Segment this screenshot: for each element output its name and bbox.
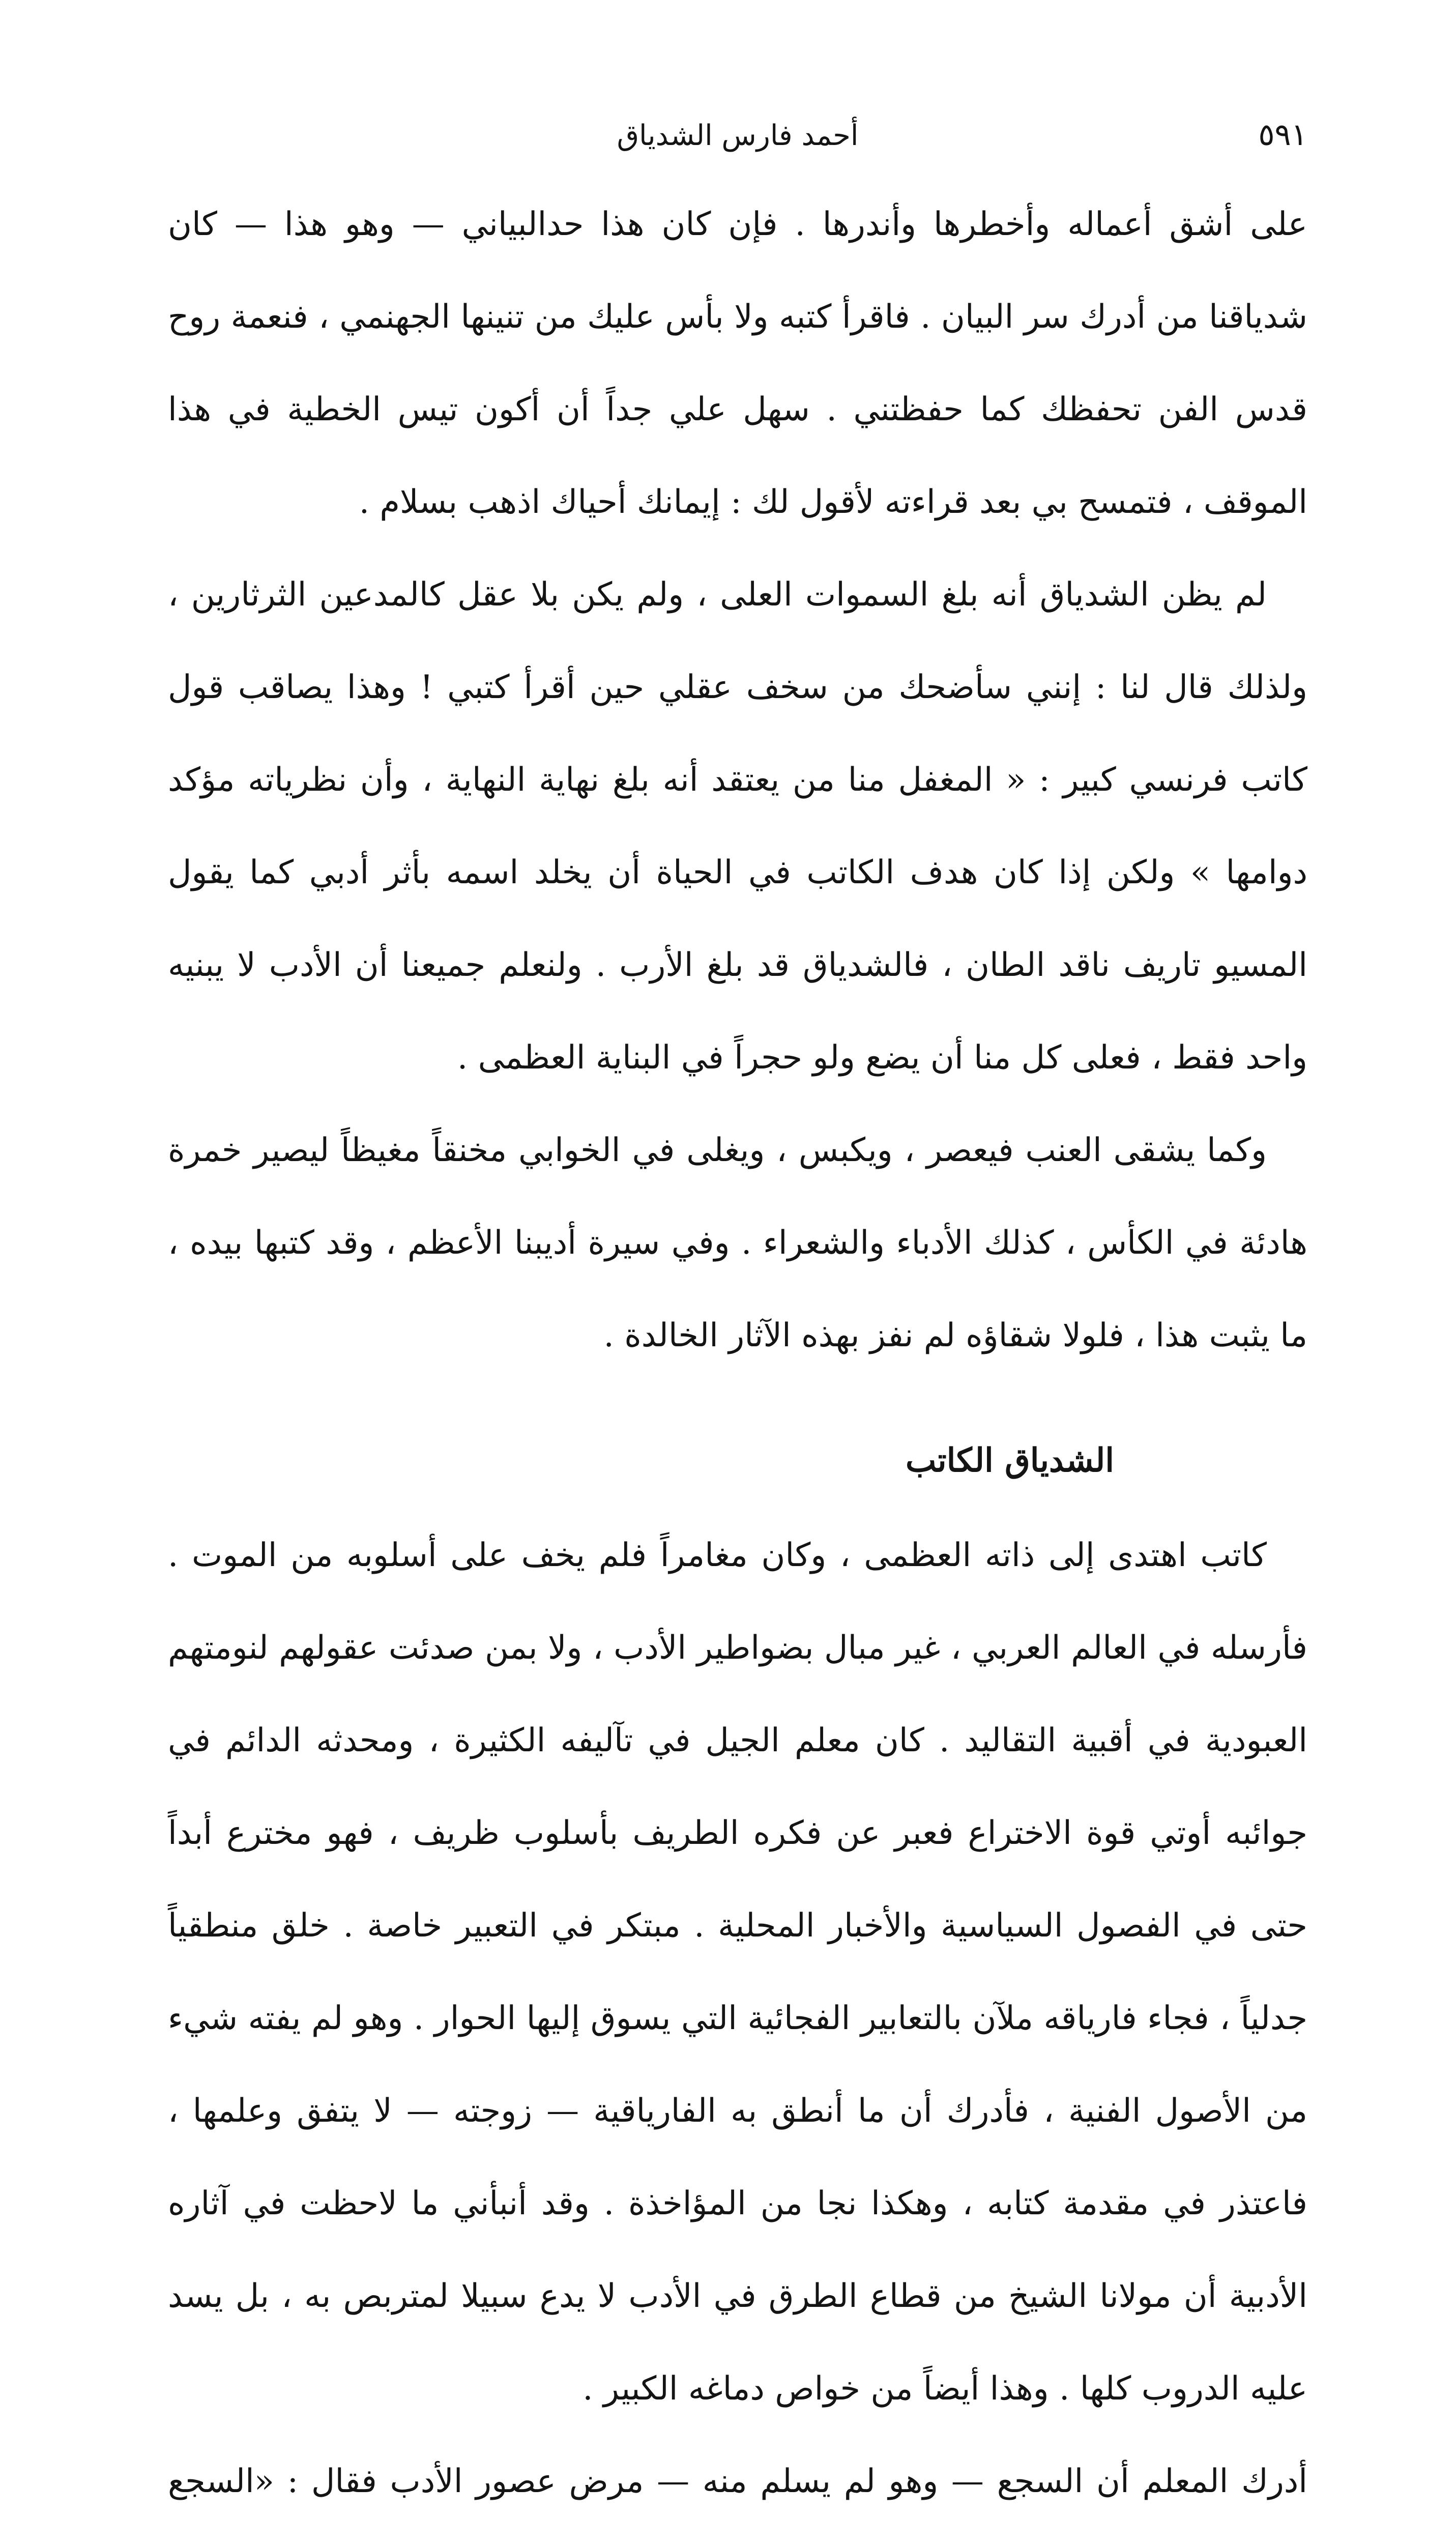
section-paragraph-2: أدرك المعلم أن السجع — وهو لم يسلم منه — مرض عصور الأدب فقال : «السجع — [168, 2463, 1307, 2500]
section-paragraph-1: كاتب اهتدى إلى ذاته العظمى ، وكان مغامراً فلم يخف على أسلوبه من الموت . فأرسله في العالم العربي ، غير مبال بضواطير الأدب ، ولا بمن صدئت عقولهم لنومتهم العبودية في أقبية التقاليد . كان معلم الجيل في تآليفه الكثيرة ، ومحدثه الدائم في جوائبه أوتي قوة الاختراع فعبر عن فكره الطريف بأسلوب ظريف ، فهو مخترع أبداً حتى في الفصول السياسية والأخبار المحلية . مبتكر في التعبير خاصة . خلق منطقياً جدلياً ، فجاء فارياقه ملآن بالتعابير الفجائية التي يسوق إليها الحوار . وهو لم يفته شيء من الأصول الفنية ، فأدرك أن ما أنطق به الفارياقية — زوجته — لا يتفق وعلمها ، فاعتذر في مقدمة كتابه ، وهكذا نجا من المؤاخذة . وقد أنبأني ما لاحظت في آثاره الأدبية أن مولانا الشيخ من قطاع الطرق في الأدب لا يدع سبيلا لمتربص به ، بل يسد عليه الدروب كلها . وهذا أيضاً من خواص دماغه الكبير . — [168, 1537, 1308, 2408]
book-page — [168, 102, 1308, 2500]
book-title: أحمد فارس الشدياق — [617, 119, 859, 152]
paragraph-2: لم يظن الشدياق أنه بلغ السموات العلى ، ولم يكن بلا عقل كالمدعين الثرثارين ، ولذلك قال لنا : إنني سأضحك من سخف عقلي حين أقرأ كتبي ! وهذا يصاقب قول كاتب فرنسي كبير : « المغفل منا من يعتقد أنه بلغ نهاية النهاية ، وأن نظرياته مؤكد دوامها » ولكن إذا كان هدف الكاتب في الحياة أن يخلد اسمه بأثر أدبي كما يقول المسيو تاريف ناقد الطان ، فالشدياق قد بلغ الأرب . ولنعلم جميعنا أن الأدب لا يبنيه واحد فقط ، فعلى كل منا أن يضع ولو حجراً في البناية العظمى . — [168, 576, 1308, 1077]
paragraph-1: على أشق أعماله وأخطرها وأندرها . فإن كان هذا حدالبياني — وهو هذا — كان شدياقنا من أدرك سر البيان . فاقرأ كتبه ولا بأس عليك من تنينها الجهنمي ، فنعمة روح قدس الفن تحفظك كما حفظتني . سهل علي جداً أن أكون تيس الخطية في هذا الموقف ، فتمسح بي بعد قراءته لأقول لك : إيمانك أحياك اذهب بسلام . — [168, 206, 1307, 521]
running-header — [168, 102, 1307, 178]
section-heading: الشدياق الكاتب — [906, 1441, 1114, 1480]
paragraph-3: وكما يشقى العنب فيعصر ، ويكبس ، ويغلى في الخوابي مخنقاً مغيظاً ليصير خمرة هادئة في الكأس ، كذلك الأدباء والشعراء . وفي سيرة أديبنا الأعظم ، وقد كتبها بيده ، ما يثبت هذا ، فلولا شقاؤه لم نفز بهذه الآثار الخالدة . — [168, 1132, 1307, 1354]
page-number: ٥٩١ — [1258, 117, 1307, 153]
